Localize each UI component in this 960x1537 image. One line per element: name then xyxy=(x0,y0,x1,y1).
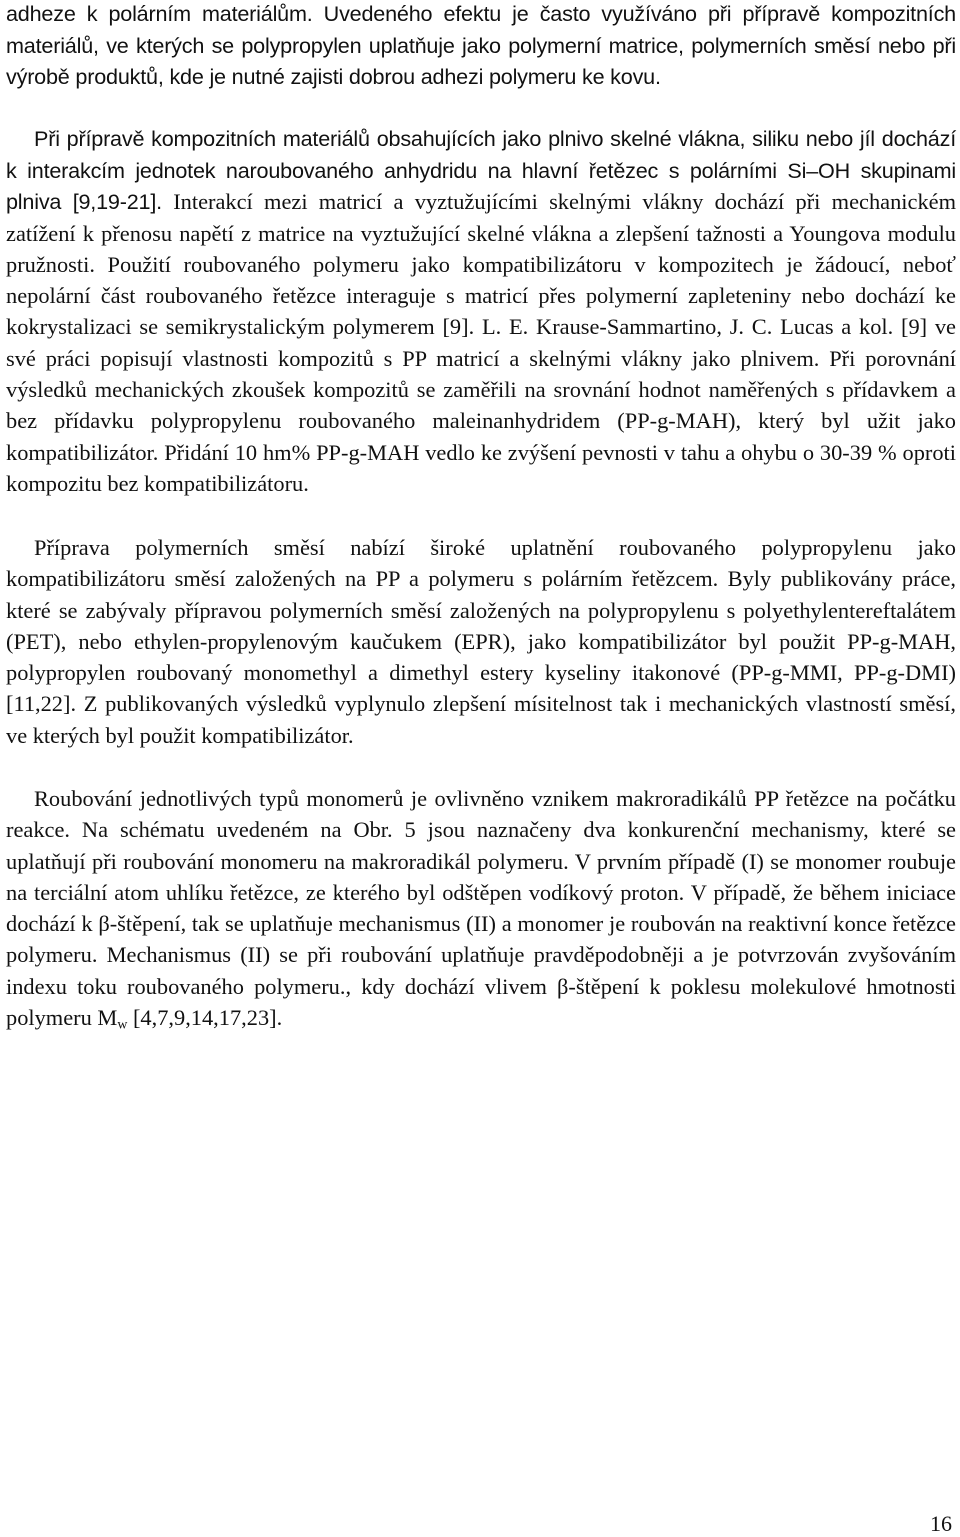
paragraph-polymer-blends: Příprava polymerních směsí nabízí široké uplatnění roubovaného polypropylenu jako kompatibilizátoru směsí založených na PP a polymeru s polárním řetězcem. Byly publikovány práce, které se zabývaly přípravou polymerních směsí založených na polypropylenu s polyethylentereftalátem (PET), nebo ethylen-propylenovým kaučukem (EPR), jako kompatibilizátor byl použit PP-g-MAH, polypropylen roubovaný monomethyl a dimethyl estery kyseliny itakonové (PP-g-MMI, PP-g-DMI) [11,22]. Z publikovaných výsledků vyplynulo zlepšení mísitelnost tak i mechanických vlastností směsí, ve kterých byl použit kompatibilizátor. xyxy=(6,535,956,748)
paragraph-grafting-text: Roubování jednotlivých typů monomerů je ovlivněno vznikem makroradikálů PP řetězce na počátku reakce. Na schématu uvedeném na Obr. 5 jsou naznačeny dva konkurenční mechanismy, které se uplatňují při roubování monomeru na makroradikál polymeru. V prvním případě (I) se monomer roubuje na terciální atom uhlíku řetězce, ze kterého byl odštěpen vodíkový proton. V případě, že během iniciace dochází k β-štěpení, tak se uplatňuje mechanismus (II) a monomer je roubován na reaktivní konce řetězce polymeru. Mechanismus (II) se při roubování uplatňuje pravděpodobněji a je potvrzován zvyšováním indexu toku roubovaného polymeru., kdy dochází vlivem β-štěpení k poklesu molekulové hmotnosti polymeru M xyxy=(6,786,956,1031)
molecular-weight-subscript: w xyxy=(117,1017,128,1033)
paragraph-composites-intro: Při přípravě kompozitních materiálů obsahujících jako plnivo skelné vlákna, siliku nebo jíl dochází k interakcím jednotek naroubovaného anhydridu na hlavní řetězec s polárními Si–OH skupinami plniva [9,19-21]. xyxy=(6,126,956,214)
paragraph-composites xyxy=(6,123,956,499)
paragraph-grafting-references: [4,7,9,14,17,23]. xyxy=(127,1005,283,1031)
paragraph-adhesion: adheze k polárním materiálům. Uvedeného efektu je často využíváno při přípravě kompozitních materiálů, ve kterých se polypropylen uplatňuje jako polymerní matrice, polymerních směsí nebo při výrobě produktů, kde je nutné zajisti dobrou adhezi polymeru ke kovu. xyxy=(6,1,956,89)
paragraph-composites-body: Interakcí mezi matricí a vyztužujícími skelnými vlákny dochází při mechanickém zatížení k přenosu napětí z matrice na vyztužující skelné vlákna a zlepšení tažnosti a Youngova modulu pružnosti. Použití roubovaného polymeru jako kompatibilizátoru v kompozitech je žádoucí, neboť nepolární část roubovaného řetězce interaguje s matricí přes polymerní zapleteniny nebo dochází ke kokrystalizaci se semikrystalickým polymerem [9]. L. E. Krause-Sammartino, J. C. Lucas a kol. [9] ve své práci popisují vlastnosti kompozitů s PP matricí a skelnými vlákny jako plnivem. Při porovnání výsledků mechanických zkoušek kompozitů se zaměřili na srovnání hodnot naměřených s přídavkem a bez přídavku polypropylenu roubovaného maleinanhydridem (PP-g-MAH), který byl užit jako kompatibilizátor. Přidání 10 hm% PP-g-MAH vedlo ke zvýšení pevnosti v tahu a ohybu o 30-39 % oproti kompozitu bez kompatibilizátoru. xyxy=(6,189,956,496)
page-number: 16 xyxy=(930,1511,952,1536)
paragraph-grafting-mechanisms xyxy=(6,783,956,1033)
